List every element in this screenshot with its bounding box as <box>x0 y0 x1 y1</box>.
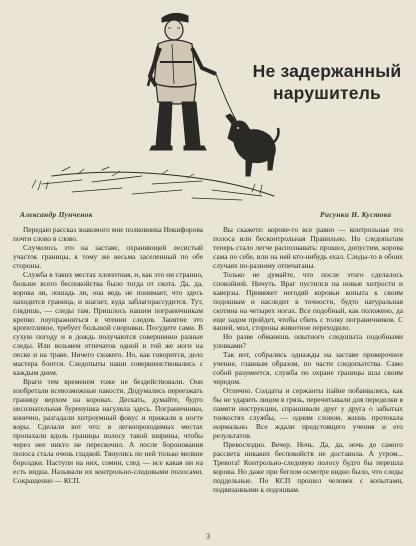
paragraph: Превосходно. Вечер. Ночь. Да, да, ночь до самого рассвета никаких беспокойств не доставила. А утром... Тревога! Контрольно-следовую полосу будто бы перешла корова. Но даже при беглом осмотре видно было, что следы поддельные. По КСП прошел человек с копытами, подвязанными к подошвам. <box>213 439 403 494</box>
soldier-with-dog-icon <box>12 6 280 204</box>
paragraph: Но разве обманешь опытного следопыта подобными уловками? <box>213 332 403 351</box>
paragraph: Случилось это на заставе, охраняющей лесистый участок границы, к тому же весьма заселенный по обе стороны. <box>13 242 203 270</box>
paragraph: Только не думайте, что после этого сделалось спокойней. Ничуть. Враг пустился на новые хитрости и каверзы. Привяжет негодяй коровьи копыта к своим подошвам и наследит в точности, будто натуральная скотина на четырех ногах. Все подобный, как положено, да еще задом пройдет, чтобы сбить с толку пограничников. С вашей, мол, стороны животное переходило. <box>213 269 403 333</box>
author-byline: Александр Пунченок <box>20 210 93 219</box>
paragraph: Враги тем временем тоже не бездействовали. Они изобретали всевозможные пакости. Додумались переезжать границу верхом на коровах. Дескать, думайте, будто несознательная буренушка нагуляла здесь. Пограничники, конечно, разгадали хитроумный фокус и прижали к ногте воры. Сделали вот что: в легкопроходимых местах пропахали вдоль границы полосу такой ширины, чтобы через нее никто не перескочил. А после боронования полоса стала очень гладкой. Тянулись по ней только мелкие бороздки. Наступи на них, сомни, след — все какая ни на есть видна. Называли их контрольно-следовыми полосами. Сокращенно — КСП. <box>13 377 203 485</box>
title-line-2: нарушитель <box>272 83 382 103</box>
paragraph: Отлично. Солдаты и сержанты itайне побаивались, как бы не ударить лицом в грязь, перечитывали для переделки в памяти инструкции, спрашивали друг у друга о забытых тонкостях службы, — одним словом, жизнь протекала нормально. Все ждали предстоящего учения и его результатов. <box>213 386 403 440</box>
paragraph: Передаю рассказ знакомого мне полковника Никифорова почти слово в слово. <box>13 225 203 243</box>
article-title <box>246 60 408 104</box>
text-column-left <box>13 226 203 486</box>
illustrator-byline: Рисунки Н. Кустова <box>320 210 392 219</box>
paragraph: Так вот, собрались однажды на заставе проверочное учение, главным образом, по части следопытства. Само собой разумеется, служба по охране границы шла своим чередом. <box>213 350 403 387</box>
paragraph: Вы скажете: корове-то все равно — контрольная это полоса или бесконтрольная Правильно. Но следопытам теперь стало легче распознавать: прошел, допустим, корова сама по себе, или на ней кто-нибудь ехал. Следы-то в обоих случаях по-разному отпечатаны. <box>213 225 403 270</box>
title-line-1: Не задержанный <box>252 61 402 81</box>
paragraph: Служба в таких местах хлопотная, и, как это ни странно, больше всего беспокойства было тогда от скота. Да, да, корова ли, лошадь ли, она ведь не понимает, что здесь находится граница, и шагает, куда заблагорассудится. Тут, глядишь, — следы там. Пришлось нашим пограничникам крепко поупражняться в чтении следов. Занятие это кропотливое, требует большой сноровки. Посудите сами. В сухую погоду и в дождь получаются совершенно разные следы. Или возьмем отпечаток одной и той же ноги на песке и на траве. Ничего схожего. Но, как говорится, дело мастера боится. Следопыты наши совершенствовались с каждым днем. <box>13 269 203 378</box>
text-column-right <box>213 226 403 495</box>
page-number: 3 <box>206 532 210 541</box>
